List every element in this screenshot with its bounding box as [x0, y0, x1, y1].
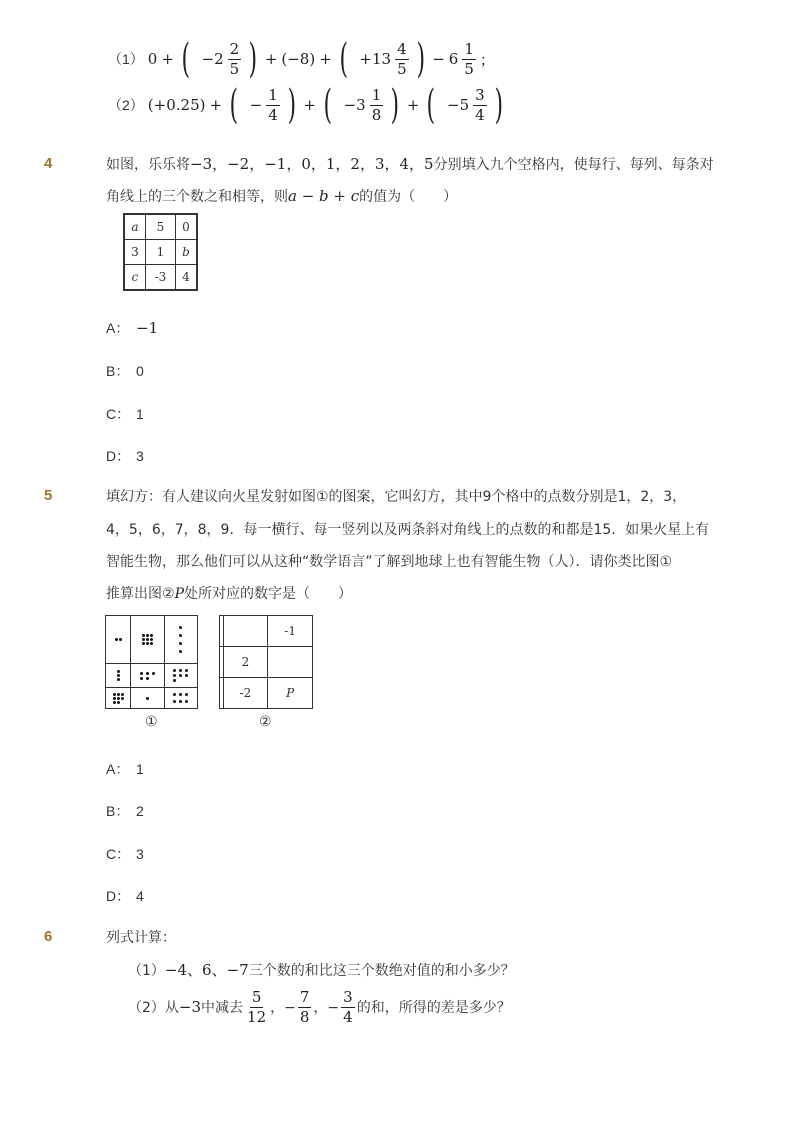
- q6-part1: （1）−4、6、−7三个数的和比这三个数绝对值的和小多少？: [128, 961, 515, 979]
- grid-cell: [268, 647, 313, 678]
- q5-stem-line2: 4，5，6，7，8，9．每一横行、每一竖列以及两条斜对角线上的点数的和都是15．如果火星上有: [106, 522, 710, 538]
- q4-option-d[interactable]: D： 3: [106, 448, 144, 464]
- grid-cell: c: [124, 264, 146, 290]
- q4-option-c[interactable]: C： 1: [106, 406, 144, 422]
- grid-cell: a: [124, 214, 146, 240]
- fraction: $\frac{1}{4}$: [268, 85, 278, 124]
- fraction: $\frac{2}{5}$: [229, 39, 240, 78]
- dot-cell: [131, 664, 164, 688]
- fraction: $\frac{1}{8}$: [371, 85, 382, 124]
- dot-cell: [106, 616, 131, 664]
- dot-cell: [164, 616, 197, 664]
- question-number-4: 4: [44, 155, 53, 172]
- grid-cell: 0: [175, 214, 197, 240]
- dot-cell: [106, 664, 131, 688]
- fraction: $\frac{1}{5}$: [464, 39, 474, 78]
- grid-cell: 1: [146, 240, 176, 265]
- grid-cell: 4: [175, 264, 197, 290]
- q5-option-d[interactable]: D： 4: [106, 888, 144, 904]
- figure1-caption: ①: [145, 714, 158, 730]
- q5-figure2-magic-square: [219, 615, 313, 709]
- grid-cell: P: [268, 678, 313, 709]
- q4-stem-line1: 如图，乐乐将−3，−2，−1，0，1，2，3，4，5分别填入九个空格内，使每行、每列、每条对: [106, 155, 714, 173]
- figure2-caption: ②: [259, 714, 272, 730]
- dot-cell: [131, 688, 164, 709]
- q5-option-a[interactable]: A： 1: [106, 761, 144, 777]
- grid-cell: b: [175, 240, 197, 265]
- q4-magic-square-grid: [123, 213, 198, 291]
- q5-stem-line3: 智能生物，那么他们可以从这种“数学语言”了解到地球上也有智能生物（人）．请你类比图①: [106, 554, 673, 570]
- q4-option-a[interactable]: A： −1: [106, 319, 159, 337]
- fraction: $\frac{7}{8}$: [299, 987, 310, 1026]
- q4-option-b[interactable]: B： 0: [106, 363, 144, 379]
- q5-figure1-dot-magic-square: [105, 615, 198, 709]
- q5-stem-line1: 填幻方：有人建议向火星发射如图①的图案，它叫幻方，其中9个格中的点数分别是1，2，3，: [106, 489, 687, 505]
- q5-option-b[interactable]: B： 2: [106, 803, 144, 819]
- grid-cell: -1: [268, 616, 313, 647]
- dot-cell: [164, 688, 197, 709]
- q5-option-c[interactable]: C： 3: [106, 846, 144, 862]
- grid-cell: 5: [146, 214, 176, 240]
- q3-part2-expression: （2） (+0.25) + ( − $\frac{1}{4}$ ) + ( −3 $\frac{1}{8}$ ) + ( −5 $\frac{3}{4}$ ): [108, 82, 503, 128]
- q3-part1-expression: （1） 0 + ( −2 $\frac{2}{5}$ ) + (−8) + ( +13 $\frac{4}{5}$ ) − 6 $\frac{1}{5}$ ；: [108, 36, 495, 82]
- q6-part2: （2）从 −3 中减去 $\frac{5}{12}$ ，− $\frac{7}{8}$ ，− $\frac{3}{4}$ 的和，所得的差是多少？: [128, 987, 511, 1026]
- grid-cell: 2: [223, 647, 268, 678]
- fraction: $\frac{4}{5}$: [397, 39, 407, 78]
- grid-cell: 3: [124, 240, 146, 265]
- fraction: $\frac{3}{4}$: [343, 987, 353, 1026]
- dot-cell: [131, 616, 164, 664]
- dot-cell: [106, 688, 131, 709]
- q6-title: 列式计算：: [106, 930, 176, 946]
- grid-cell: [223, 616, 268, 647]
- q3-part1-label: （1）: [108, 51, 144, 67]
- dot-cell: [164, 664, 197, 688]
- question-number-5: 5: [44, 487, 53, 504]
- grid-cell: -2: [223, 678, 268, 709]
- grid-cell: -3: [146, 264, 176, 290]
- q5-stem-line4: 推算出图②P处所对应的数字是（ ）: [106, 586, 352, 602]
- fraction: $\frac{3}{4}$: [475, 85, 485, 124]
- question-number-6: 6: [44, 928, 53, 945]
- q4-stem-line2: 角线上的三个数之和相等，则a − b + c的值为（ ）: [106, 187, 458, 205]
- fraction: $\frac{5}{12}$: [247, 987, 267, 1026]
- q3-part2-label: （2）: [108, 97, 144, 113]
